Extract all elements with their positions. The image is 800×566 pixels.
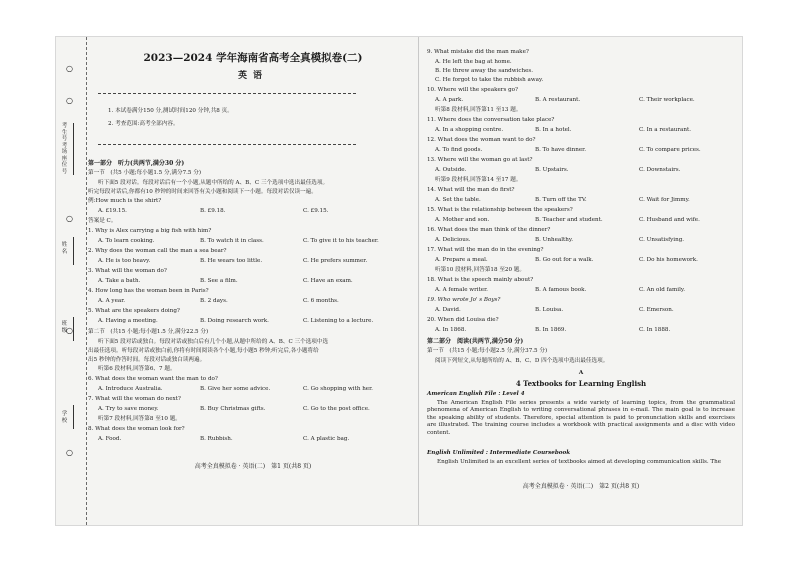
material-line: 听第10 段材料,回答第18 至20 题。 — [435, 267, 525, 273]
option-b: B. Teacher and student. — [535, 217, 603, 223]
option-a: A. Prepare a meal. — [435, 257, 488, 263]
option-c: C. He prefers summer. — [303, 258, 368, 264]
directions-line: 听完每段对话后,你都有10 秒钟的时间来回答有关小题和阅读下一小题。每段对话仅读一遍。 — [88, 189, 317, 195]
question: 11. Where does the conversation take place? — [427, 117, 555, 123]
option-c: C. Wait for Jimmy. — [639, 197, 690, 203]
material-line: 听第8 段材料,回答第11 至13 题。 — [435, 107, 522, 113]
option-c: C. Have an exam. — [303, 278, 353, 284]
exam-number-label: 考生号考场座位号 — [61, 123, 68, 175]
question: 20. When did Louisa die? — [427, 317, 499, 323]
option-a: A. A park. — [435, 97, 464, 103]
option-c: C. In 1888. — [639, 327, 671, 333]
option-a: A. Mother and son. — [435, 217, 490, 223]
option-a: A. Try to save money. — [98, 406, 159, 412]
option-c: C. Do his homework. — [639, 257, 698, 263]
binding-circle: ○ — [66, 64, 73, 73]
option-b: B. 2 days. — [200, 298, 228, 304]
question: 7. What will the woman do next? — [88, 396, 181, 402]
option-a: A. He left the bag at home. — [435, 59, 512, 65]
binding-circle: ○ — [66, 326, 73, 335]
material-line: 听第9 段材料,回答第14 至17 题。 — [435, 177, 522, 183]
question: 12. What does the woman want to do? — [427, 137, 536, 143]
page-footer: 高考全真模拟卷 · 英语(二) 第2 页(共8 页) — [522, 483, 640, 490]
option-a: A. To learn cooking. — [98, 238, 155, 244]
option-b: B. Louisa. — [535, 307, 564, 313]
part-heading: 第二部分 阅读(共两节,满分50 分) — [427, 338, 524, 345]
option-c: C. To give it to his teacher. — [303, 238, 379, 244]
option-c: C. An old family. — [639, 287, 686, 293]
subject-title: 英语 — [237, 71, 268, 81]
section-heading: 第一节 (共15 小题;每小题2.5 分,满分37.5 分) — [427, 348, 548, 354]
blank-line — [73, 123, 80, 175]
question: 17. What will the man do in the evening? — [427, 247, 544, 253]
option-b: B. He threw away the sandwiches. — [435, 68, 534, 74]
directions-line: 出5 秒钟的作答时间。每段对话或独白读两遍。 — [88, 357, 206, 363]
section-heading: 第二节 (共15 小题;每小题1.5 分,满分22.5 分) — [88, 329, 209, 335]
option-b: B. Upstairs. — [535, 167, 569, 173]
page-one — [88, 37, 418, 525]
option-a: A. In 1868. — [435, 327, 467, 333]
question: 6. What does the woman want the man to do? — [88, 376, 218, 382]
option-c: C. 6 months. — [303, 298, 339, 304]
question: 19. Who wrote Jo' s Boys? — [427, 297, 501, 303]
option-c: C. Emerson. — [639, 307, 674, 313]
option-b: B. He wears too little. — [200, 258, 263, 264]
option-b: B. Doing research work. — [200, 318, 269, 324]
option-a: A. Introduce Australia. — [98, 386, 163, 392]
question: 13. Where will the woman go at last? — [427, 157, 533, 163]
option-a: A. £19.15. — [98, 208, 127, 214]
option-c: C. Downstairs. — [639, 167, 681, 173]
option-c: C. Unsatisfying. — [639, 237, 685, 243]
notice-line: 2. 考查范围:高考全部内容。 — [108, 121, 179, 127]
class-label: 班级 — [61, 321, 68, 334]
option-a: A. A female writer. — [435, 287, 488, 293]
option-c: C. He forgot to take the rubbish away. — [435, 77, 544, 83]
example-answer: 答案是 C。 — [88, 218, 117, 224]
exam-title: 2023—2024 学年海南省高考全真模拟卷(二) — [143, 52, 363, 64]
option-b: B. Buy Christmas gifts. — [200, 406, 266, 412]
option-c: C. Go shopping with her. — [303, 386, 373, 392]
name-label: 姓名 — [61, 242, 68, 255]
book-title: American English File : Level 4 — [427, 391, 525, 397]
question: 2. Why does the woman call the man a sea bear? — [88, 248, 227, 254]
directions-line: 听下面5 段对话。每段对话后有一个小题,从题中所给的 A、B、C 三个选项中选出最佳选项。 — [98, 180, 329, 186]
option-b: B. Give her some advice. — [200, 386, 271, 392]
question: 14. What will the man do first? — [427, 187, 515, 193]
blank-line — [73, 237, 80, 265]
option-b: B. Unhealthy. — [535, 237, 574, 243]
question: 3. What will the woman do? — [88, 268, 167, 274]
option-a: A. Outside. — [435, 167, 467, 173]
directions-line: 听下面5 段对话或独白。每段对话或独白后有几个小题,从题中所给的 A、B、C 三个选项中选 — [98, 339, 329, 345]
question: 5. What are the speakers doing? — [88, 308, 180, 314]
question: 4. How long has the woman been in Paris? — [88, 288, 209, 294]
option-a: A. A year. — [98, 298, 126, 304]
option-a: A. In a shopping centre. — [435, 127, 504, 133]
notice-box — [98, 93, 356, 145]
question: 8. What does the woman look for? — [88, 426, 185, 432]
question: 15. What is the relationship between the speakers? — [427, 207, 573, 213]
blank-line — [73, 405, 80, 429]
school-label: 学校 — [61, 411, 68, 424]
option-b: B. A restaurant. — [535, 97, 581, 103]
option-b: B. In 1869. — [535, 327, 567, 333]
option-a: A. Food. — [98, 436, 122, 442]
option-a: A. David. — [435, 307, 461, 313]
option-c: C. A plastic bag. — [303, 436, 350, 442]
option-b: B. £9.18. — [200, 208, 226, 214]
exam-sheet — [56, 37, 742, 525]
option-c: C. Go to the post office. — [303, 406, 370, 412]
question: 10. Where will the speakers go? — [427, 87, 519, 93]
page-footer: 高考全真模拟卷 · 英语(二) 第1 页(共8 页) — [194, 463, 312, 470]
option-b: B. To have dinner. — [535, 147, 587, 153]
section-heading: 第一节 (共5 小题;每小题1.5 分,满分7.5 分) — [88, 170, 202, 176]
option-a: A. Delicious. — [435, 237, 471, 243]
option-a: A. To find goods. — [435, 147, 483, 153]
directions-line: 出最佳选项。听每段对话或独白前,你将有时间阅读各个小题,每小题5 秒钟;听完后,各小题将给 — [88, 348, 319, 354]
binding-circle: ○ — [66, 448, 73, 457]
question: 9. What mistake did the man make? — [427, 49, 529, 55]
option-c: C. To compare prices. — [639, 147, 701, 153]
option-a: A. Having a meeting. — [98, 318, 158, 324]
binding-circle: ○ — [66, 96, 73, 105]
option-c: C. Husband and wife. — [639, 217, 700, 223]
option-a: A. Set the table. — [435, 197, 481, 203]
binding-circle: ○ — [66, 214, 73, 223]
question: 18. What is the speech mainly about? — [427, 277, 534, 283]
material-line: 听第7 段材料,回答第8 至10 题。 — [98, 416, 181, 422]
option-b: B. To watch it in class. — [200, 238, 264, 244]
binding-margin — [56, 37, 87, 525]
option-b: B. See a film. — [200, 278, 238, 284]
option-b: B. Go out for a walk. — [535, 257, 594, 263]
option-a: A. Take a bath. — [98, 278, 141, 284]
book-description: English Unlimited is an excellent series of textbooks aimed at developing communication skills. The — [437, 459, 722, 465]
question: 16. What does the man think of the dinner? — [427, 227, 551, 233]
option-c: C. £9.15. — [303, 208, 329, 214]
option-b: B. In a hotel. — [535, 127, 572, 133]
notice-line: 1. 本试卷满分150 分,测试时间120 分钟,共8 页。 — [108, 108, 233, 114]
blank-line — [73, 317, 80, 341]
material-line: 听第6 段材料,回答第6、7 题。 — [98, 366, 176, 372]
option-c: C. Listening to a lecture. — [303, 318, 374, 324]
example-question: 例:How much is the shirt? — [88, 198, 162, 204]
option-b: B. A famous book. — [535, 287, 587, 293]
option-c: C. In a restaurant. — [639, 127, 692, 133]
page-two — [418, 37, 741, 525]
option-b: B. Rubbish. — [200, 436, 233, 442]
book-title: English Unlimited : Intermediate Coursebook — [427, 450, 571, 456]
book-description: The American English File series presents a wide variety of learning topics, from the grammatical phenomena of American English to writing conversational phrases in e-mail. The main goal is to increase the speaking ability of students. Therefore, special attention is paid to pronunciation skills and exercises are illustrated. The training course includes a workbook with practical assignments and a disc with video content. — [427, 400, 735, 436]
passage-title: 4 Textbooks for Learning English — [515, 379, 647, 388]
option-a: A. He is too heavy. — [98, 258, 151, 264]
directions-line: 阅读下列短文,从每题所给的 A、B、C、D 四个选项中选出最佳选项。 — [435, 358, 609, 364]
question: 1. Why is Alex carrying a big fish with him? — [88, 228, 212, 234]
option-c: C. Their workplace. — [639, 97, 695, 103]
part-heading: 第一部分 听力(共两节,满分30 分) — [88, 160, 185, 167]
option-b: B. Turn off the TV. — [535, 197, 587, 203]
passage-letter: A — [578, 370, 584, 376]
